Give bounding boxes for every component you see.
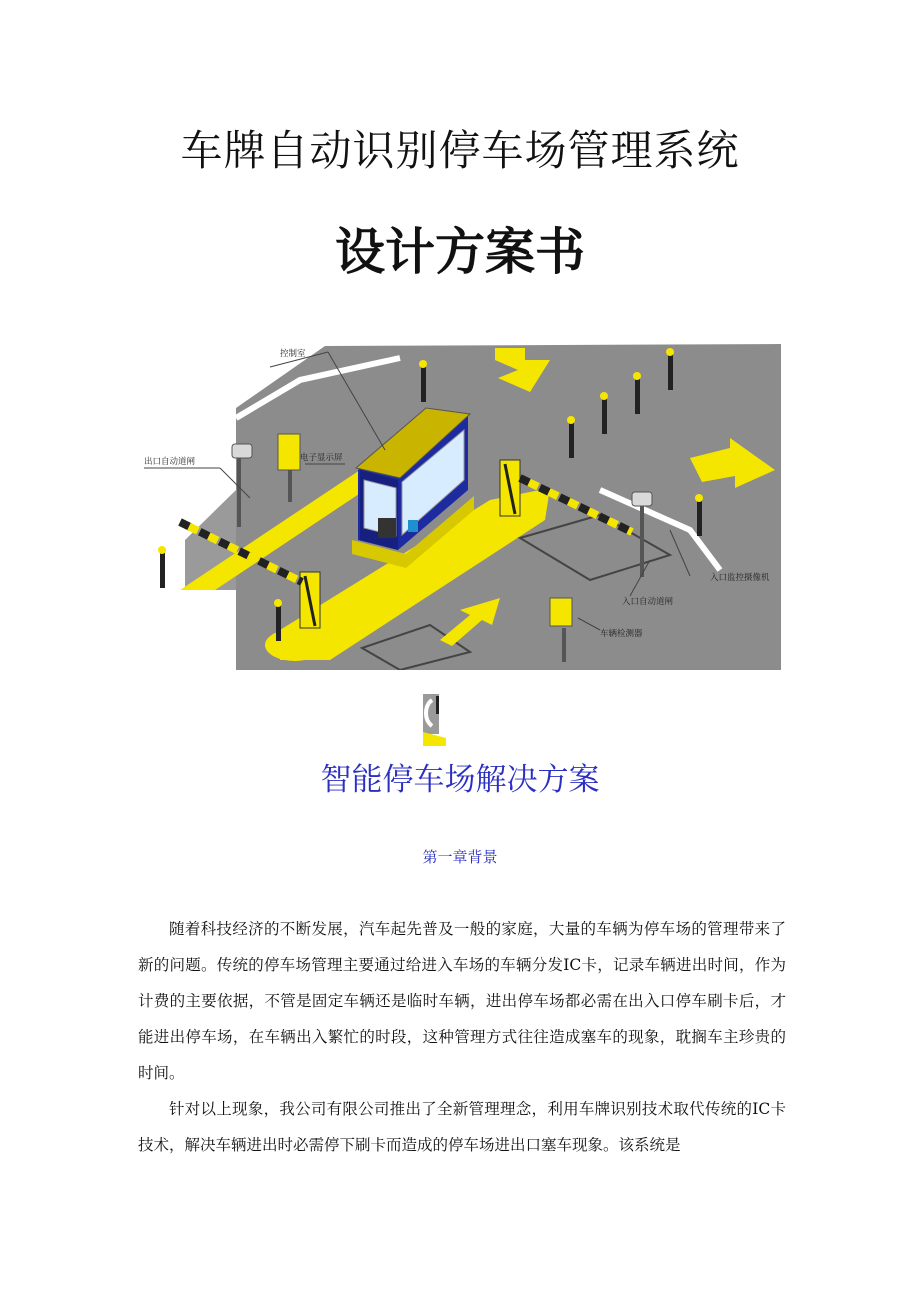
parking-system-illustration [130, 340, 786, 670]
label-entrance-gate: 入口自动道闸 [622, 597, 674, 607]
small-image-fragment [420, 694, 450, 746]
label-control-room: 控制室 [280, 349, 306, 359]
label-entrance-camera: 入口监控摄像机 [710, 573, 770, 583]
label-exit-gate: 出口自动道闸 [144, 457, 196, 467]
yellow-island-end [265, 629, 325, 661]
label-vehicle-detector: 车辆检测器 [600, 629, 643, 639]
chapter-heading: 第一章背景 [422, 848, 498, 866]
label-display-screen: 电子显示屏 [300, 453, 343, 463]
document-title-line1: 车牌自动识别停车场管理系统 [180, 126, 740, 175]
paragraph: 针对以上现象，我公司有限公司推出了全新管理理念，利用车牌识别技术取代传统的IC卡技术，解决车辆进出时必需停下刷卡而造成的停车场进出口塞车现象。该系统是 [138, 1100, 786, 1154]
paragraph: 随着科技经济的不断发展，汽车起先普及一般的家庭，大量的车辆为停车场的管理带来了新的问题。传统的停车场管理主要通过给进入车场的车辆分发IC卡，记录车辆进出时间，作为计费的主要依据，不管是固定车辆还是临时车辆，进出停车场都必需在出入口停车刷卡后，才能进出停车场，在车辆出入繁忙的时段，这种管理方式往往造成塞车的现象，耽搁车主珍贵的时间。 [138, 920, 786, 1082]
image-cutout [130, 590, 236, 670]
solution-subtitle: 智能停车场解决方案 [320, 762, 600, 798]
body-text [138, 911, 786, 1163]
document-title-line2: 设计方案书 [335, 223, 585, 281]
